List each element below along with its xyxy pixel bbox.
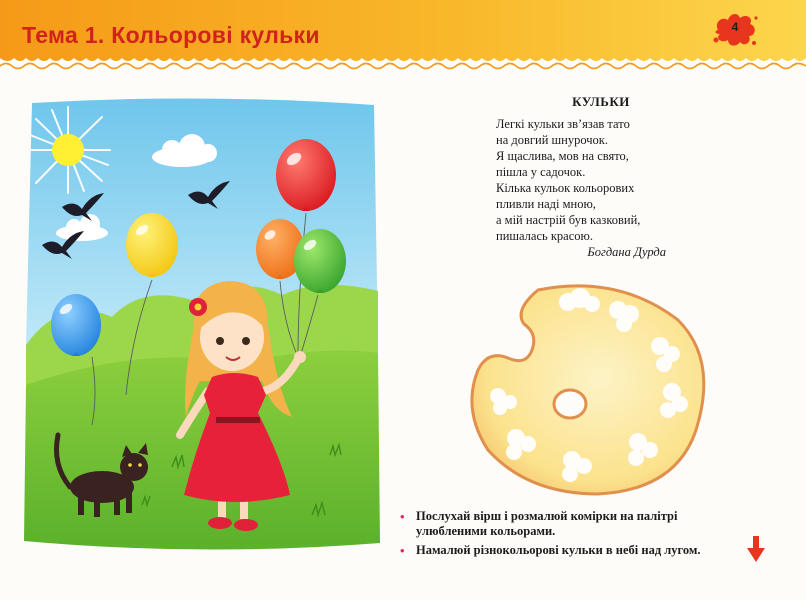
bullet-icon: • (400, 543, 405, 558)
poem-line: а мій настрій був казковий, (496, 213, 641, 227)
down-arrow-icon (747, 536, 765, 562)
balloon-icon (126, 213, 178, 277)
paint-palette (468, 280, 708, 500)
page-number: 4 (731, 20, 739, 34)
illustration (22, 95, 382, 553)
balloon-icon (294, 229, 346, 293)
task-list (396, 509, 748, 562)
task-item (396, 509, 748, 539)
poem-title: КУЛЬКИ (572, 94, 630, 109)
poem-lines (496, 116, 706, 244)
page-header (0, 0, 806, 72)
illustration-scene (22, 95, 382, 553)
poem-line: Кілька кульок кольорових (496, 181, 635, 195)
poem (496, 94, 706, 260)
task-item (396, 543, 748, 558)
poem-line: Я щаслива, мов на свято, (496, 149, 629, 163)
task-text: Послухай вірш і розмалюй комірки на палітрі улюбленими кольорами. (416, 509, 678, 538)
balloon-icon (276, 139, 336, 211)
task-text: Намалюй різнокольорові кульки в небі над лугом. (416, 543, 701, 557)
poem-line: Легкі кульки зв’язав тато (496, 117, 630, 131)
poem-author: Богдана Дурда (587, 245, 666, 259)
bullet-icon: • (400, 509, 405, 524)
next-page-arrow[interactable] (747, 536, 765, 562)
poem-line: на довгий шнурочок. (496, 133, 608, 147)
page-title: Тема 1. Кольорові кульки (22, 22, 320, 48)
balloon-icon (51, 294, 101, 356)
page-number-badge (710, 10, 760, 50)
poem-line: пливли наді мною, (496, 197, 596, 211)
poem-line: пішла у садочок. (496, 165, 586, 179)
paint-palette-icon (468, 280, 708, 500)
poem-line: пишалась красою. (496, 229, 593, 243)
